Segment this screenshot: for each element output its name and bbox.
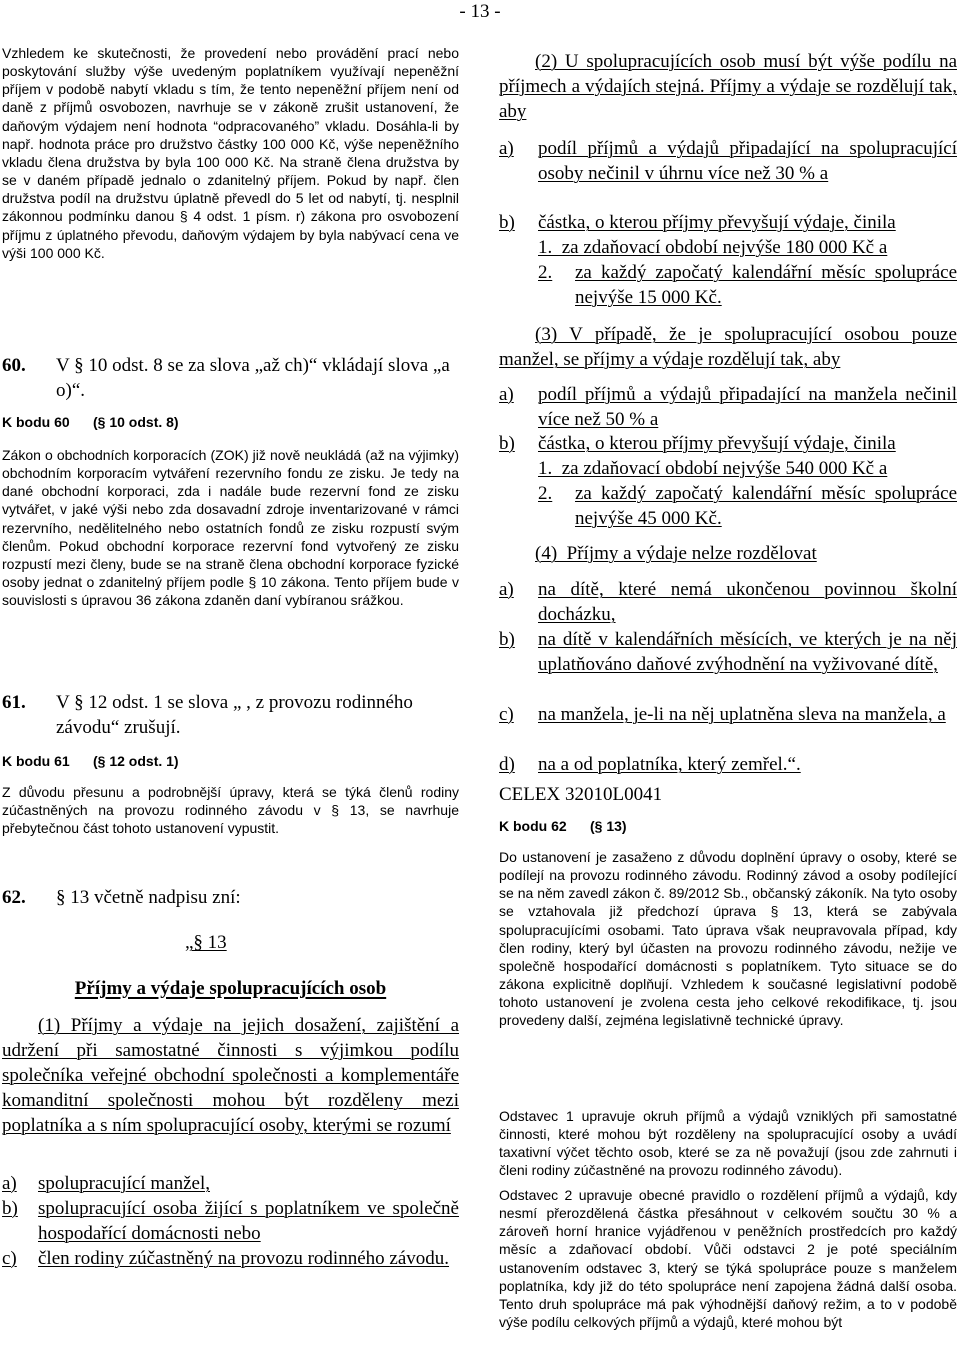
item-text: částka, o kterou příjmy převyšují výdaje, činila xyxy=(538,212,896,233)
intro-paragraph: Vzhledem ke skutečnosti, že provedení nebo provádění prací nebo poskytování služby výše uvedeným poplatníkem využívají nepeněžní příjem v podobě nabytí vkladu s tím, že tento nepeněžní příjem není od daně z příjmů osvobozen, navrhuje se v zákoně zrušit ustanovení, že daňovým výdajem není hodnota “odpracovaného” vkladu. Dosáhla-li by např. hodnota práce pro družstvo částky 100 000 Kč, výše nepeněžního vkladu člena družstva by byla 100 000 Kč. Na straně člena družstva by se v daném případě jednalo o zdanitelný příjem. Pokud by např. člen družstva podíl na družstvu úplatně převedl do 5 let od nabytí, tj. nesplnil zákonnou podmínku danou § 4 odst. 1 písm. r) zákona pro osvobození příjmu z úplatného převodu, daňovým výdajem by byla nabývací cena ve výši 100 000 Kč. xyxy=(2,45,459,261)
section-13-paragraph-4: (4) Příjmy a výdaje nelze rozdělovat xyxy=(535,543,817,564)
item-label: 2. xyxy=(538,262,553,283)
item-label: c) xyxy=(499,704,514,725)
paragraph-3-item-a xyxy=(499,382,957,432)
k-bodu-60-heading: K bodu 60 (§ 10 odst. 8) xyxy=(2,414,179,430)
item-text: za každý započatý kalendářní měsíc spolupráce nejvýše 15 000 Kč. xyxy=(575,262,957,308)
item-text: na manžela, je-li na něj uplatněna sleva na manžela, a xyxy=(538,704,946,725)
paragraph-2-item-b xyxy=(499,210,957,235)
item-text: člen rodiny zúčastněný na provozu rodinného závodu. xyxy=(38,1248,450,1269)
k-bodu-61-heading: K bodu 61 (§ 12 odst. 1) xyxy=(2,753,179,769)
k-bodu-60-text: Zákon o obchodních korporacích (ZOK) již nově neukládá (až na výjimky) obchodním korporacím vytváření rezervního fondu ze zisku. Je tedy na dané obchodní korporaci, zda i nadále bude rezervní fond ze zisku vytvářet, v jaké výši nebo zda dosavadní zdroje inventarizované v rámci rezervního, nedělitelného nebo ostatních fondů ze zisku rozpustí svým členům. Pokud obchodní korporace rezervní fond vytvořený ze zisku rozpustí mezi členy, bude se na straně člena obchodní korporace fyzické osoby jednat o zdanitelný příjem podle § 10 zákona. Tento příjem bude v souvislosti s úpravou 36 zákona zdaněn daní vybíranou srážkou. xyxy=(2,447,459,609)
point-62-number: 62. xyxy=(2,887,26,908)
paragraph-2-item-b-1: 1. za zdaňovací období nejvýše 180 000 Kč a xyxy=(538,237,888,258)
item-label: a) xyxy=(2,1173,17,1194)
item-text: na a od poplatníka, který zemřel.“. xyxy=(538,754,801,775)
k-bodu-62-text-3: Odstavec 2 upravuje obecné pravidlo o rozdělení příjmů a výdajů, kdy nesmí přerozdělená částka přesáhnout v celkovém součtu 30 % a zároveň horní hranice vyjádřenou v peněžních prostředcích pro každý měsíc a zdaňovací období. Vůči odstavci 2 je poté speciálním ustanovením odstavec 3, který se týká spolupráce pouze s manželem poplatníka, kdy již do této spolupráce není zapojena žádná další osoba. Tento druh spolupráce má pak výhodnější daňový režim, a to v podobě výše podílu celkových příjmů a výdajů, které mohou být xyxy=(499,1187,957,1331)
paragraph-3-item-b xyxy=(499,431,957,456)
paragraph-4-item-d xyxy=(499,752,957,777)
item-text: podíl příjmů a výdajů připadající na manžela nečinil více než 50 % a xyxy=(538,384,957,430)
point-60-number: 60. xyxy=(2,355,26,376)
section-13-paragraph-3: (3) V případě, že je spolupracující osobou pouze manžel, se příjmy a výdaje rozdělují tak, aby xyxy=(499,324,957,370)
item-text: částka, o kterou příjmy převyšují výdaje, činila xyxy=(538,433,896,454)
point-61-number: 61. xyxy=(2,692,26,713)
item-label: a) xyxy=(499,579,514,600)
paragraph-4-item-c xyxy=(499,702,957,727)
paragraph-4-item-b xyxy=(499,627,957,677)
point-61-text: V § 12 odst. 1 se slova „ , z provozu rodinného závodu“ zrušují. xyxy=(56,692,413,738)
paragraph-1-item-a xyxy=(2,1171,459,1196)
item-label: b) xyxy=(2,1198,18,1219)
section-13-paragraph-2: (2) U spolupracujících osob musí být výše podílu na příjmech a výdajích stejná. Příjmy a výdaje se rozdělují tak, aby xyxy=(499,51,957,122)
item-label: b) xyxy=(499,629,515,650)
item-text: na dítě v kalendářních měsících, ve kterých je na něj uplatňováno daňové zvýhodnění na vyživované dítě, xyxy=(538,629,957,675)
section-13-label: „§ 13 xyxy=(185,932,227,953)
section-13-title: Příjmy a výdaje spolupracujících osob xyxy=(74,978,387,999)
paragraph-2-item-a xyxy=(499,136,957,186)
point-60-text: V § 10 odst. 8 se za slova „až ch)“ vkládají slova „a o)“. xyxy=(56,355,450,401)
k-bodu-62-text-1: Do ustanovení je zasaženo z důvodu doplnění úpravy o osoby, které se podílejí na provozu rodinného závodu. Rodinný závod a osoby podílející se na něm zavedl zákon č. 89/2012 Sb., občanský zákoník. Na tyto osoby se vztahovala již předchozí úprava § 13, která se zabývala spolupracujícími osobami. Tato úprava však neupravovala případ, kdy člen rodiny, který byl účasten na provozu rodinného závodu, nežije ve společně hospodařící domácnosti s poplatníkem. Tyto situace se do zákona explicitně doplňují. Vzhledem k současné legislativní podobě tohoto ustanovení je zvolena cesta jeho celkové rekodifikace, tj. jsou provedeny další, zejména legislativně technické úpravy. xyxy=(499,849,957,1029)
point-62-text: § 13 včetně nadpisu zní: xyxy=(56,887,241,908)
point-62 xyxy=(2,885,459,910)
point-60 xyxy=(2,353,459,403)
item-text: za každý započatý kalendářní měsíc spolupráce nejvýše 45 000 Kč. xyxy=(575,483,957,529)
paragraph-1-item-b xyxy=(2,1196,459,1246)
item-label: a) xyxy=(499,138,514,159)
item-label: 2. xyxy=(538,483,553,504)
item-label: b) xyxy=(499,433,515,454)
item-text: podíl příjmů a výdajů připadající na spolupracující osoby nečinil v úhrnu více než 30 % a xyxy=(538,138,957,184)
paragraph-3-item-b-1: 1. za zdaňovací období nejvýše 540 000 Kč a xyxy=(538,458,888,479)
paragraph-2-item-b-2 xyxy=(538,260,957,310)
k-bodu-62-text-2: Odstavec 1 upravuje okruh příjmů a výdajů vzniklých při samostatné činnosti, které mohou být rozděleny na spolupracující osoby a uvádí taxativní výčet těchto osob, které se za ně považují (jsou zde zahrnuti i členi rodiny zúčastněné na provozu rodinného závodu). xyxy=(499,1108,957,1179)
paragraph-3-item-b-2 xyxy=(538,481,957,531)
celex-reference: CELEX 32010L0041 xyxy=(499,784,663,805)
item-text: spolupracující manžel, xyxy=(38,1173,210,1194)
item-label: c) xyxy=(2,1248,17,1269)
page-number: - 13 - xyxy=(459,1,501,22)
item-text: spolupracující osoba žijící s poplatníkem ve společně hospodařící domácnosti nebo xyxy=(38,1198,459,1244)
paragraph-4-item-a xyxy=(499,577,957,627)
item-label: d) xyxy=(499,754,515,775)
item-label: a) xyxy=(499,384,514,405)
k-bodu-62-heading: K bodu 62 (§ 13) xyxy=(499,818,627,834)
item-label: b) xyxy=(499,212,515,233)
k-bodu-61-text: Z důvodu přesunu a podrobnější úpravy, která se týká členů rodiny zúčastněných na provozu rodinného závodu v § 13, se navrhuje přebytečnou část tohoto ustanovení vypustit. xyxy=(2,784,459,837)
point-61 xyxy=(2,690,459,740)
item-text: na dítě, které nemá ukončenou povinnou školní docházku, xyxy=(538,579,957,625)
paragraph-1-item-c xyxy=(2,1246,459,1271)
section-13-paragraph-1: (1) Příjmy a výdaje na jejich dosažení, zajištění a udržení při samostatné činnosti s výjimkou podílu společníka veřejné obchodní společnosti a komplementáře komanditní společnosti mohou být rozděleny mezi poplatníka a s ním spolupracující osoby, kterými se rozumí xyxy=(2,1015,459,1136)
